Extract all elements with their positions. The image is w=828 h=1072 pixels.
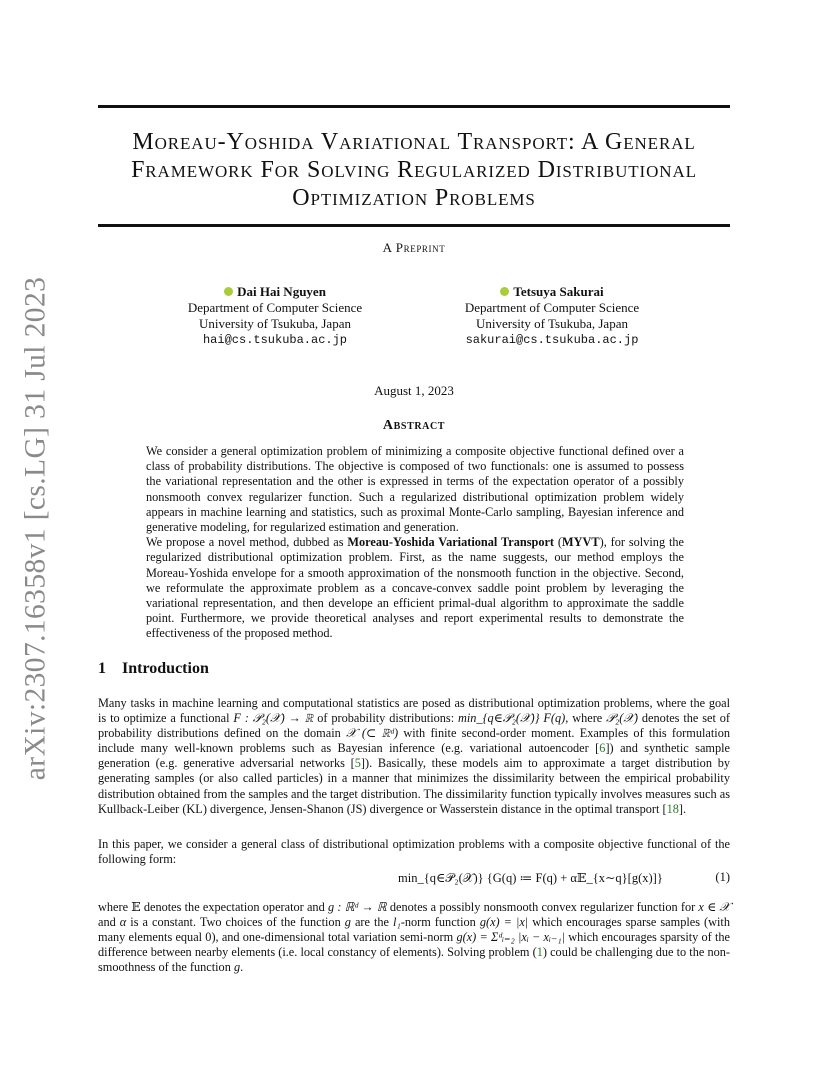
text-run: which encourages sparsity of the difference between nearby elements (i.e. local constancy of elements). Solving problem ( [98, 930, 730, 960]
section-heading [98, 660, 209, 678]
publication-date: August 1, 2023 [374, 383, 454, 398]
math-inline: F : 𝒫₂(𝒳) → ℝ [233, 711, 314, 726]
math-inline: 𝒳 (⊂ ℝᵈ) [346, 726, 399, 741]
arxiv-sidebar-stamp [14, 276, 58, 780]
text-run: are the [350, 915, 394, 930]
author-affiliation: University of Tsukuba, Japan [476, 316, 628, 331]
text-run: -norm function [400, 915, 480, 930]
text-run: is a constant. Two choices of the function [126, 915, 345, 930]
text-run: where 𝔼 denotes the expectation operator and [98, 900, 328, 914]
citation-link[interactable]: 5 [354, 756, 361, 771]
paragraph-text: In this paper, we consider a general class of distributional optimization problems with a composite objective functional of the following form: [98, 837, 730, 867]
text-run: and [98, 915, 120, 930]
text-run: denotes the set of probability distributions defined on the domain [98, 711, 730, 741]
text-run: with finite second-order moment. Examples of this formulation include many well-known problems such as Bayesian inference (e.g. variational autoencoder [ [98, 726, 730, 756]
text-run: denotes a possibly nonsmooth convex regularizer function for [386, 900, 699, 914]
math-inline: 𝒫₂(𝒳) [606, 711, 639, 726]
text-run: ]). Basically, these models aim to approximate a target distribution by generating samples (or also called particles) in a manner that minimizes the dissimilarity between the empirical probability distribution obtained from the samples and the target distribution. The dissimilarity function typically involves measures such as Kullback-Leiber (KL) divergence, Jensen-Shanon (JS) divergence or Wasserstein distance in the optimal transport [ [98, 756, 730, 816]
author-department: Department of Computer Science [187, 300, 363, 315]
text-run: We propose a novel method, dubbed as [146, 535, 348, 550]
arxiv-identifier: arXiv:2307.16358v1 [cs.LG] 31 Jul 2023 [19, 276, 52, 780]
intro-paragraph-1 [98, 696, 730, 817]
text-run: ), for solving the regularized distributional optimization problem. First, as the name suggests, our method employs the Moreau-Yoshida envelope for a smooth approximation of the nonsmooth function in the objective. Second, we reformulate the approximate problem as a concave-convex saddle point problem by leveraging the variational representation, and then develope an efficient primal-dual algorithm to approximate the saddle point. Furthermore, we provide theoretical analyses and report experimental results to demonstrate the effectiveness of the proposed method. [146, 535, 685, 641]
text-run: ( [554, 535, 563, 550]
intro-paragraph-2 [98, 837, 730, 867]
citation-link[interactable]: 6 [599, 741, 606, 756]
author-name: Tetsuya Sakurai [513, 284, 604, 299]
title-top-rule [98, 105, 730, 108]
math-inline: x ∈ 𝒳 [698, 900, 730, 914]
text-run: ) could be challenging due to the non-smoothness of the function [98, 945, 730, 975]
math-inline: g(x) = |x| [479, 915, 529, 930]
math-inline: l₁ [393, 915, 401, 930]
text-run: . [240, 960, 244, 975]
section-number: 1 [98, 660, 106, 677]
author-block-2 [422, 284, 682, 348]
method-name: Moreau-Yoshida Variational Transport [347, 535, 555, 550]
math-inline: g(x) = Σᵈᵢ₌₂ |xᵢ − xᵢ₋₁| [456, 930, 566, 945]
preprint-label: A Preprint [382, 240, 446, 255]
author-name: Dai Hai Nguyen [237, 284, 326, 299]
math-inline: min_{q∈𝒫₂(𝒳)} F(q) [457, 711, 566, 726]
section-title: Introduction [122, 660, 209, 677]
math-inline: α [119, 915, 127, 930]
text-run: ]) and synthetic sample generation (e.g. generative adversarial networks [ [98, 741, 730, 771]
math-inline: g [344, 915, 351, 930]
orcid-icon[interactable] [500, 287, 509, 296]
author-block-1 [145, 284, 405, 348]
author-department: Department of Computer Science [464, 300, 640, 315]
author-email[interactable]: hai@cs.tsukuba.ac.jp [202, 333, 348, 347]
author-email[interactable]: sakurai@cs.tsukuba.ac.jp [465, 333, 639, 347]
equation-1 [98, 868, 730, 894]
method-acronym: MYVT [562, 535, 600, 550]
paper-title: Moreau-Yoshida Variational Transport: A General Framework For Solving Regularized Distributional Optimization Problems [131, 129, 697, 211]
math-inline: g : ℝᵈ → ℝ [327, 900, 387, 914]
intro-paragraph-3 [98, 900, 730, 975]
abstract-paragraph-1: We consider a general optimization problem of minimizing a composite objective functional defined over a class of probability distributions. The objective is composed of two functionals: one is assumed to possess the variational representation and the other is expressed in terms of the expectation operator of a possibly nonsmooth convex regularizer function. Such a regularized distributional optimization problem widely appears in machine learning and statistics, such as proximal Monte-Carlo sampling, Bayesian inference and generative modeling, for regularized estimation and generation. [146, 444, 684, 535]
text-run: Many tasks in machine learning and computational statistics are posed as distributional optimization problems, where the goal is to optimize a functional [98, 696, 730, 726]
equation-body: min_{q∈𝒫₂(𝒳)} {G(q) ≔ F(q) + α𝔼_{x∼q}[g(x)]} [398, 871, 663, 885]
title-bottom-rule [98, 224, 730, 227]
math-inline: g [233, 960, 241, 975]
orcid-icon[interactable] [224, 287, 233, 296]
text-run: of probability distributions: [313, 711, 458, 726]
abstract [146, 444, 684, 642]
text-run: , where [565, 711, 607, 726]
equation-ref-link[interactable]: 1 [536, 945, 543, 960]
abstract-paragraph-2 [146, 535, 684, 641]
abstract-heading: Abstract [382, 418, 446, 433]
equation-number: (1) [715, 870, 730, 884]
text-run: ]. [678, 801, 687, 816]
text-run: which encourages sparse samples (with many elements equal 0), and one-dimensional total variation semi-norm [98, 915, 730, 945]
citation-link[interactable]: 18 [666, 801, 679, 816]
author-affiliation: University of Tsukuba, Japan [199, 316, 351, 331]
